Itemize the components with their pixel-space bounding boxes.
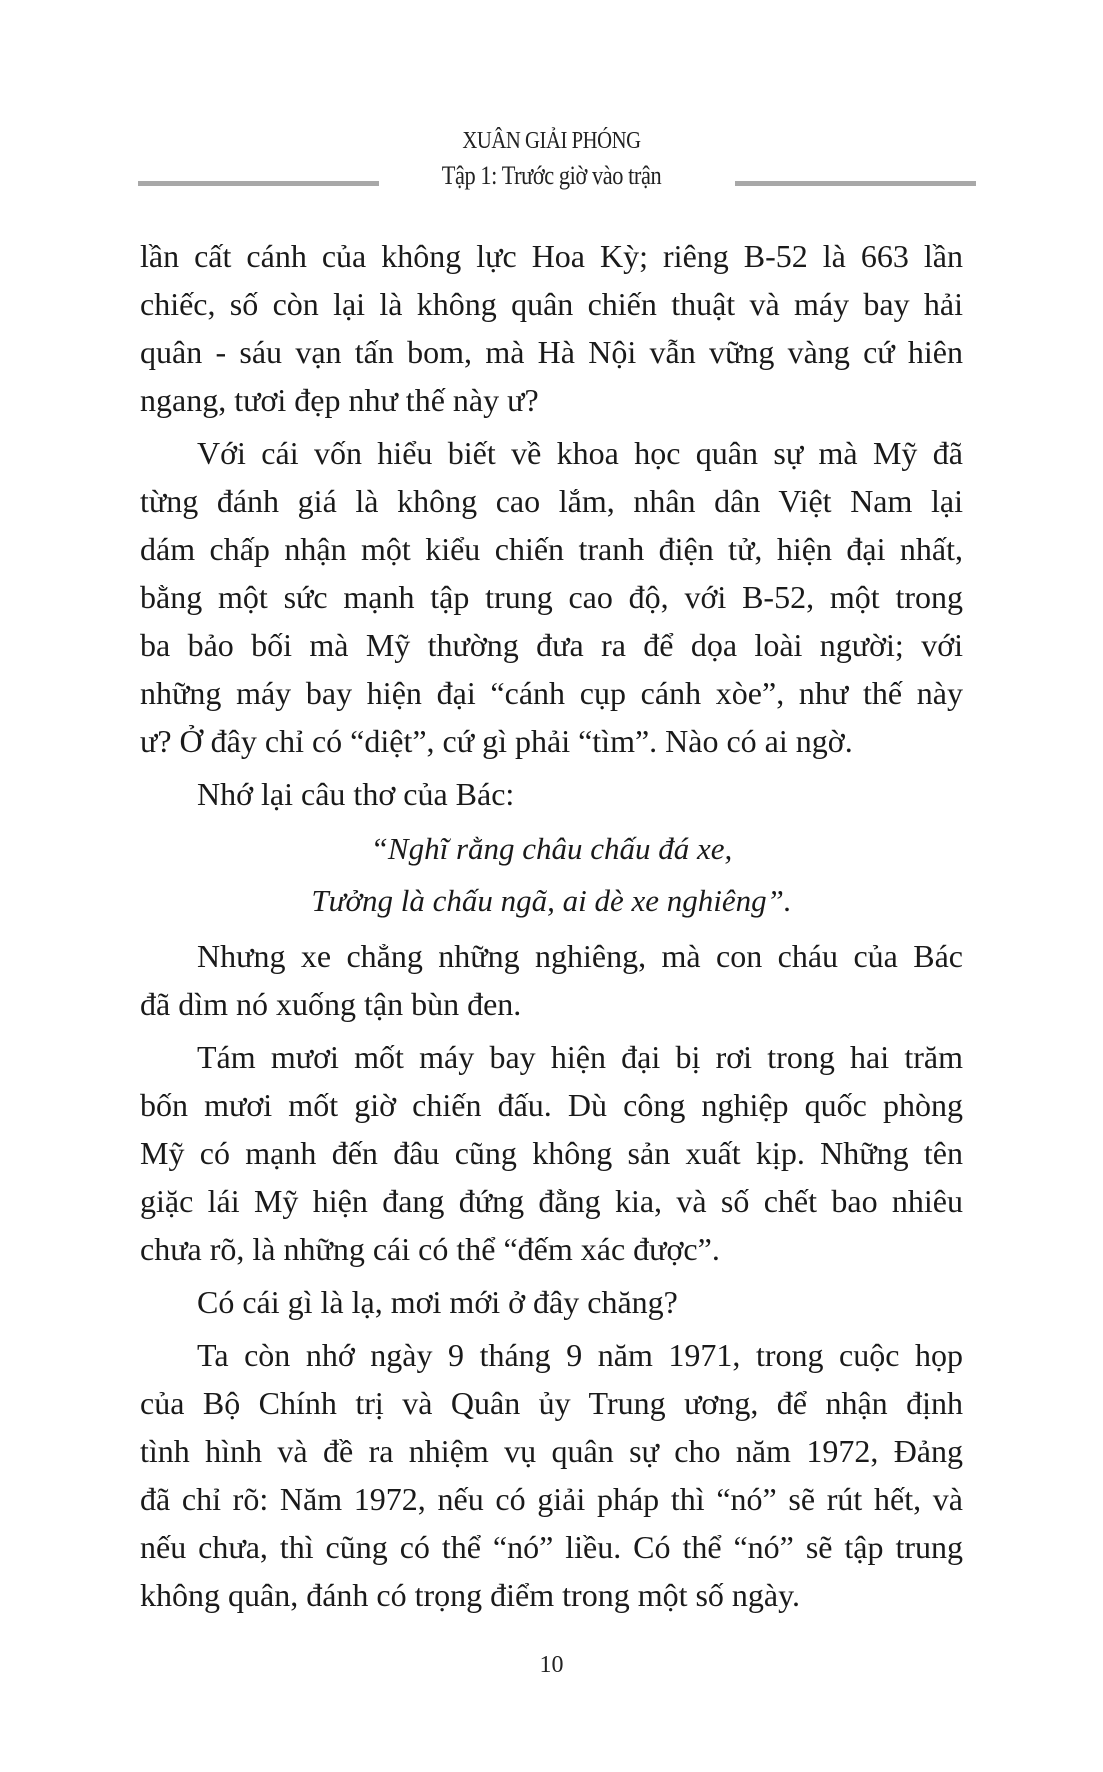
text-line: Ta còn nhớ ngày 9 tháng 9 năm 1971, trong cuộc họp	[197, 1337, 963, 1373]
paragraph	[140, 1278, 963, 1326]
paragraph	[140, 770, 963, 818]
poem-line: “Nghĩ rằng châu chấu đá xe,	[370, 831, 733, 866]
text-line: Có cái gì là lạ, mơi mới ở đây chăng?	[197, 1284, 678, 1320]
text-line: giặc lái Mỹ hiện đang đứng đằng kia, và số chết bao nhiêu	[140, 1183, 963, 1219]
text-line: bằng một sức mạnh tập trung cao độ, với B-52, một trong	[140, 579, 963, 615]
text-line: quân - sáu vạn tấn bom, mà Hà Nội vẫn vững vàng cứ hiên	[140, 334, 963, 370]
text-line: nếu chưa, thì cũng có thể “nó” liều. Có thể “nó” sẽ tập trung	[140, 1529, 963, 1565]
paragraph	[140, 1033, 963, 1273]
text-line: tình hình và đề ra nhiệm vụ quân sự cho năm 1972, Đảng	[140, 1433, 963, 1469]
poem-quote	[140, 823, 963, 927]
text-line: ư? Ở đây chỉ có “diệt”, cứ gì phải “tìm”. Nào có ai ngờ.	[140, 723, 853, 759]
text-line: của Bộ Chính trị và Quân ủy Trung ương, để nhận định	[140, 1385, 963, 1421]
text-line: chiếc, số còn lại là không quân chiến thuật và máy bay hải	[140, 286, 963, 322]
page-number: 10	[539, 1652, 564, 1678]
text-line: đã dìm nó xuống tận bùn đen.	[140, 986, 522, 1022]
text-line: không quân, đánh có trọng điểm trong một số ngày.	[140, 1577, 801, 1613]
volume-subtitle: Tập 1: Trước giờ vào trận	[441, 161, 662, 190]
header-rule-right	[735, 181, 976, 186]
paragraph	[140, 429, 963, 765]
text-line: dám chấp nhận một kiểu chiến tranh điện tử, hiện đại nhất,	[140, 531, 963, 567]
paragraph	[140, 1331, 963, 1619]
poem-line: Tưởng là chấu ngã, ai dè xe nghiêng”.	[311, 883, 792, 918]
text-line: Với cái vốn hiểu biết về khoa học quân sự mà Mỹ đã	[197, 435, 963, 471]
text-line: Nhưng xe chẳng những nghiêng, mà con cháu của Bác	[197, 938, 963, 974]
book-title: XUÂN GIẢI PHÓNG	[462, 128, 641, 154]
text-line: Mỹ có mạnh đến đâu cũng không sản xuất kịp. Những tên	[140, 1135, 963, 1171]
text-line: chưa rõ, là những cái có thể “đếm xác được”.	[140, 1231, 720, 1267]
paragraph	[140, 932, 963, 1028]
text-line: đã chỉ rõ: Năm 1972, nếu có giải pháp thì “nó” sẽ rút hết, và	[140, 1481, 963, 1517]
text-line: lần cất cánh của không lực Hoa Kỳ; riêng B-52 là 663 lần	[140, 238, 963, 274]
paragraph	[140, 232, 963, 424]
text-line: ngang, tươi đẹp như thế này ư?	[140, 382, 539, 418]
text-line: ba bảo bối mà Mỹ thường đưa ra để dọa loài người; với	[140, 627, 963, 663]
text-line: Tám mươi mốt máy bay hiện đại bị rơi trong hai trăm	[197, 1039, 963, 1075]
text-line: bốn mươi mốt giờ chiến đấu. Dù công nghiệp quốc phòng	[140, 1087, 963, 1123]
text-line: Nhớ lại câu thơ của Bác:	[197, 776, 515, 812]
text-line: những máy bay hiện đại “cánh cụp cánh xòe”, như thế này	[140, 675, 963, 711]
text-line: từng đánh giá là không cao lắm, nhân dân Việt Nam lại	[140, 483, 963, 519]
body-text	[140, 232, 963, 1624]
